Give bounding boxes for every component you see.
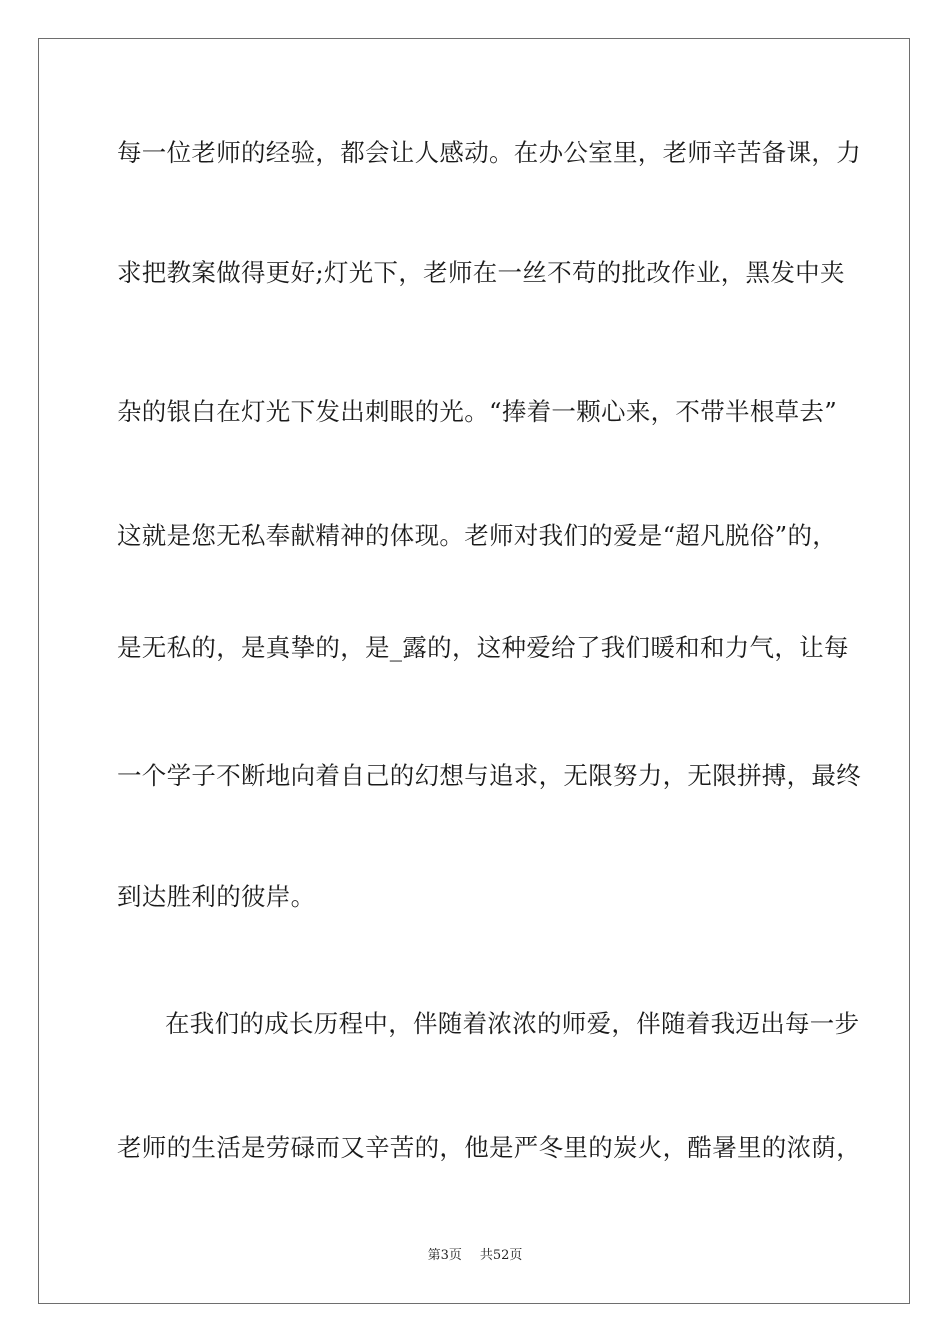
text-line-7: 到达胜利的彼岸。 <box>117 882 316 911</box>
text-line-1: 每一位老师的经验，都会让人感动。在办公室里，老师辛苦备课，力 <box>117 138 861 167</box>
text-line-6: 一个学子不断地向着自己的幻想与追求，无限努力，无限拼搏，最终 <box>117 761 861 790</box>
text-line-4: 这就是您无私奉献精神的体现。老师对我们的爱是“超凡脱俗”的， <box>117 521 838 550</box>
text-line-3: 杂的银白在灯光下发出刺眼的光。“捧着一颗心来，不带半根草去” <box>117 397 838 426</box>
page-number: 第3页 <box>427 1248 462 1263</box>
text-line-5: 是无私的，是真挚的，是_露的，这种爱给了我们暖和和力气，让每 <box>117 633 849 662</box>
page-footer <box>0 1247 950 1265</box>
text-line-2: 求把教案做得更好;灯光下，老师在一丝不苟的批改作业，黑发中夹 <box>117 258 845 287</box>
page-border <box>38 38 910 1304</box>
paragraph-2-line-1: 在我们的成长历程中，伴随着浓浓的师爱，伴随着我迈出每一步 <box>165 1009 860 1038</box>
page-total: 共52页 <box>479 1248 523 1263</box>
paragraph-2-line-2: 老师的生活是劳碌而又辛苦的，他是严冬里的炭火，酷暑里的浓荫， <box>117 1133 861 1162</box>
